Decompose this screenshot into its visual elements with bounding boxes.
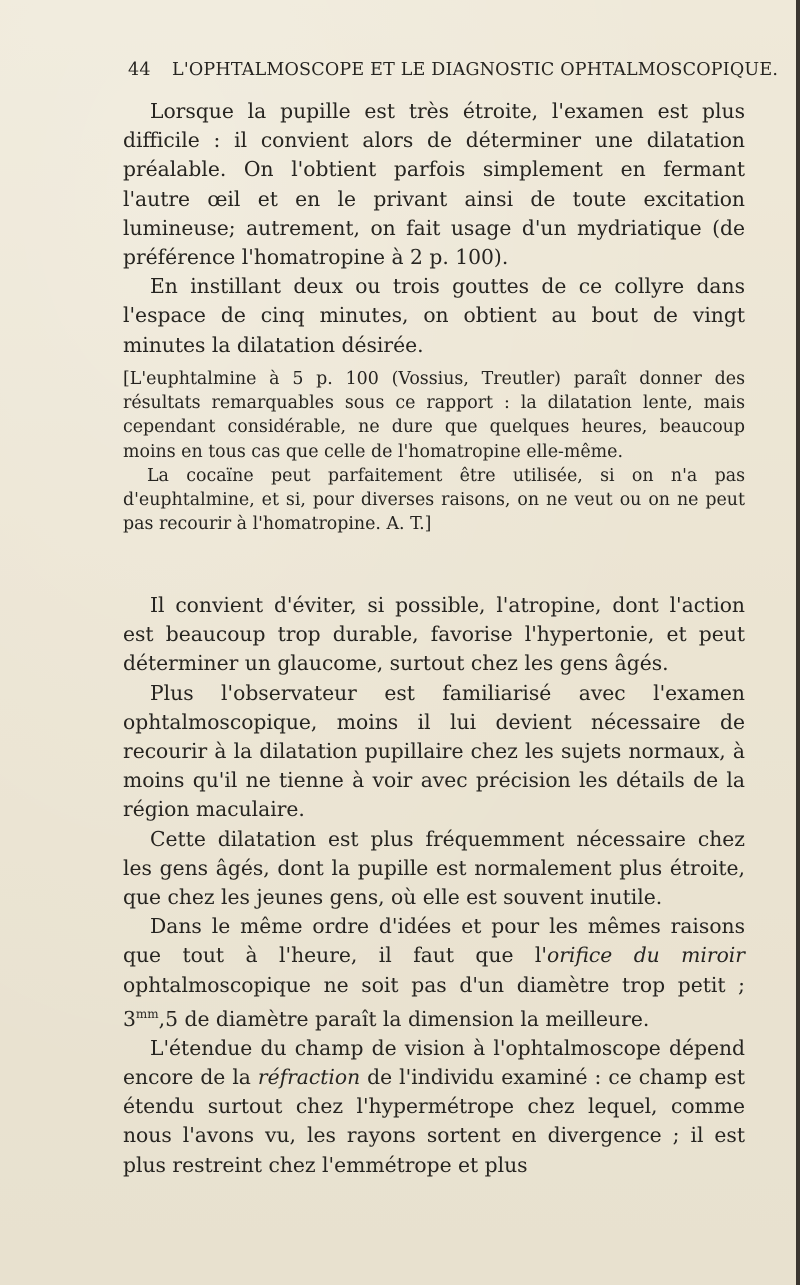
text-run: Dans le même ordre d'idées et pour les mêmes raisons que tout à l'heure, il faut que l' <box>123 914 745 968</box>
main-text-bottom <box>123 591 745 1180</box>
paragraph: Cette dilatation est plus fréquemment nécessaire chez les gens âgés, dont la pupille est normalement plus étroite, que chez les jeunes gens, où elle est souvent inutile. <box>123 826 745 910</box>
unit-superscript: mm <box>135 1006 159 1021</box>
italic-term: réfraction <box>257 1065 361 1090</box>
note-paragraph: La cocaïne peut parfaitement être utilisée, si on n'a pas d'euphtalmine, et si, pour diverses raisons, on ne veut ou on ne peut pas recourir à l'homatropine. A. T.] <box>123 465 745 535</box>
text-run: ophtalmoscopique ne soit pas d'un diamètre trop petit ; 3 <box>123 972 745 1031</box>
paragraph: Plus l'observateur est familiarisé avec l'examen ophtalmoscopique, moins il lui devient nécessaire de recourir à la dilatation pupillaire chez les sujets normaux, à moins qu'il ne tienne à voir avec précision les détails de la région maculaire. <box>123 680 745 822</box>
running-title: L'OPHTALMOSCOPE ET LE DIAGNOSTIC OPHTALMOSCOPIQUE. <box>172 60 779 80</box>
paragraph <box>123 912 745 1034</box>
running-header <box>128 60 779 80</box>
paragraph <box>123 1034 745 1180</box>
italic-term: orifice du miroir <box>546 943 745 968</box>
main-text-top <box>123 97 745 360</box>
page-edge-shadow <box>796 0 800 1285</box>
paragraph: Il convient d'éviter, si possible, l'atropine, dont l'action est beaucoup trop durable, favorise l'hypertonie, et peut déterminer un glaucome, surtout chez les gens âgés. <box>123 593 745 676</box>
note-paragraph: [L'euphtalmine à 5 p. 100 (Vossius, Treutler) paraît donner des résultats remarquables sous ce rapport : la dilatation lente, mais cependant considérable, ne dure que quelques heures, beaucoup moins en tous cas que celle de l'homatropine elle-même. <box>123 369 745 462</box>
text-run: de l'individu examiné : ce champ est étendu surtout chez l'hypermétrope chez lequel, comme nous l'avons vu, les rayons sortent en divergence ; il est plus restreint chez l'emmétrope et plus <box>123 1065 745 1177</box>
translator-note <box>123 367 745 536</box>
text-run: ,5 de diamètre paraît la dimension la meilleure. <box>158 1006 650 1031</box>
paragraph: En instillant deux ou trois gouttes de ce collyre dans l'espace de cinq minutes, on obtient au bout de vingt minutes la dilatation désirée. <box>123 274 745 357</box>
text-run: L'étendue du champ de vision à l'ophtalmoscope dépend encore de la <box>123 1035 745 1090</box>
page-number: 44 <box>128 60 151 80</box>
paragraph: Lorsque la pupille est très étroite, l'examen est plus difficile : il convient alors de déterminer une dilatation préalable. On l'obtient parfois simplement en fermant l'autre œil et en le privant ainsi de toute excitation lumineuse; autrement, on fait usage d'un mydriatique (de préférence l'homatropine à 2 p. 100). <box>123 99 745 270</box>
